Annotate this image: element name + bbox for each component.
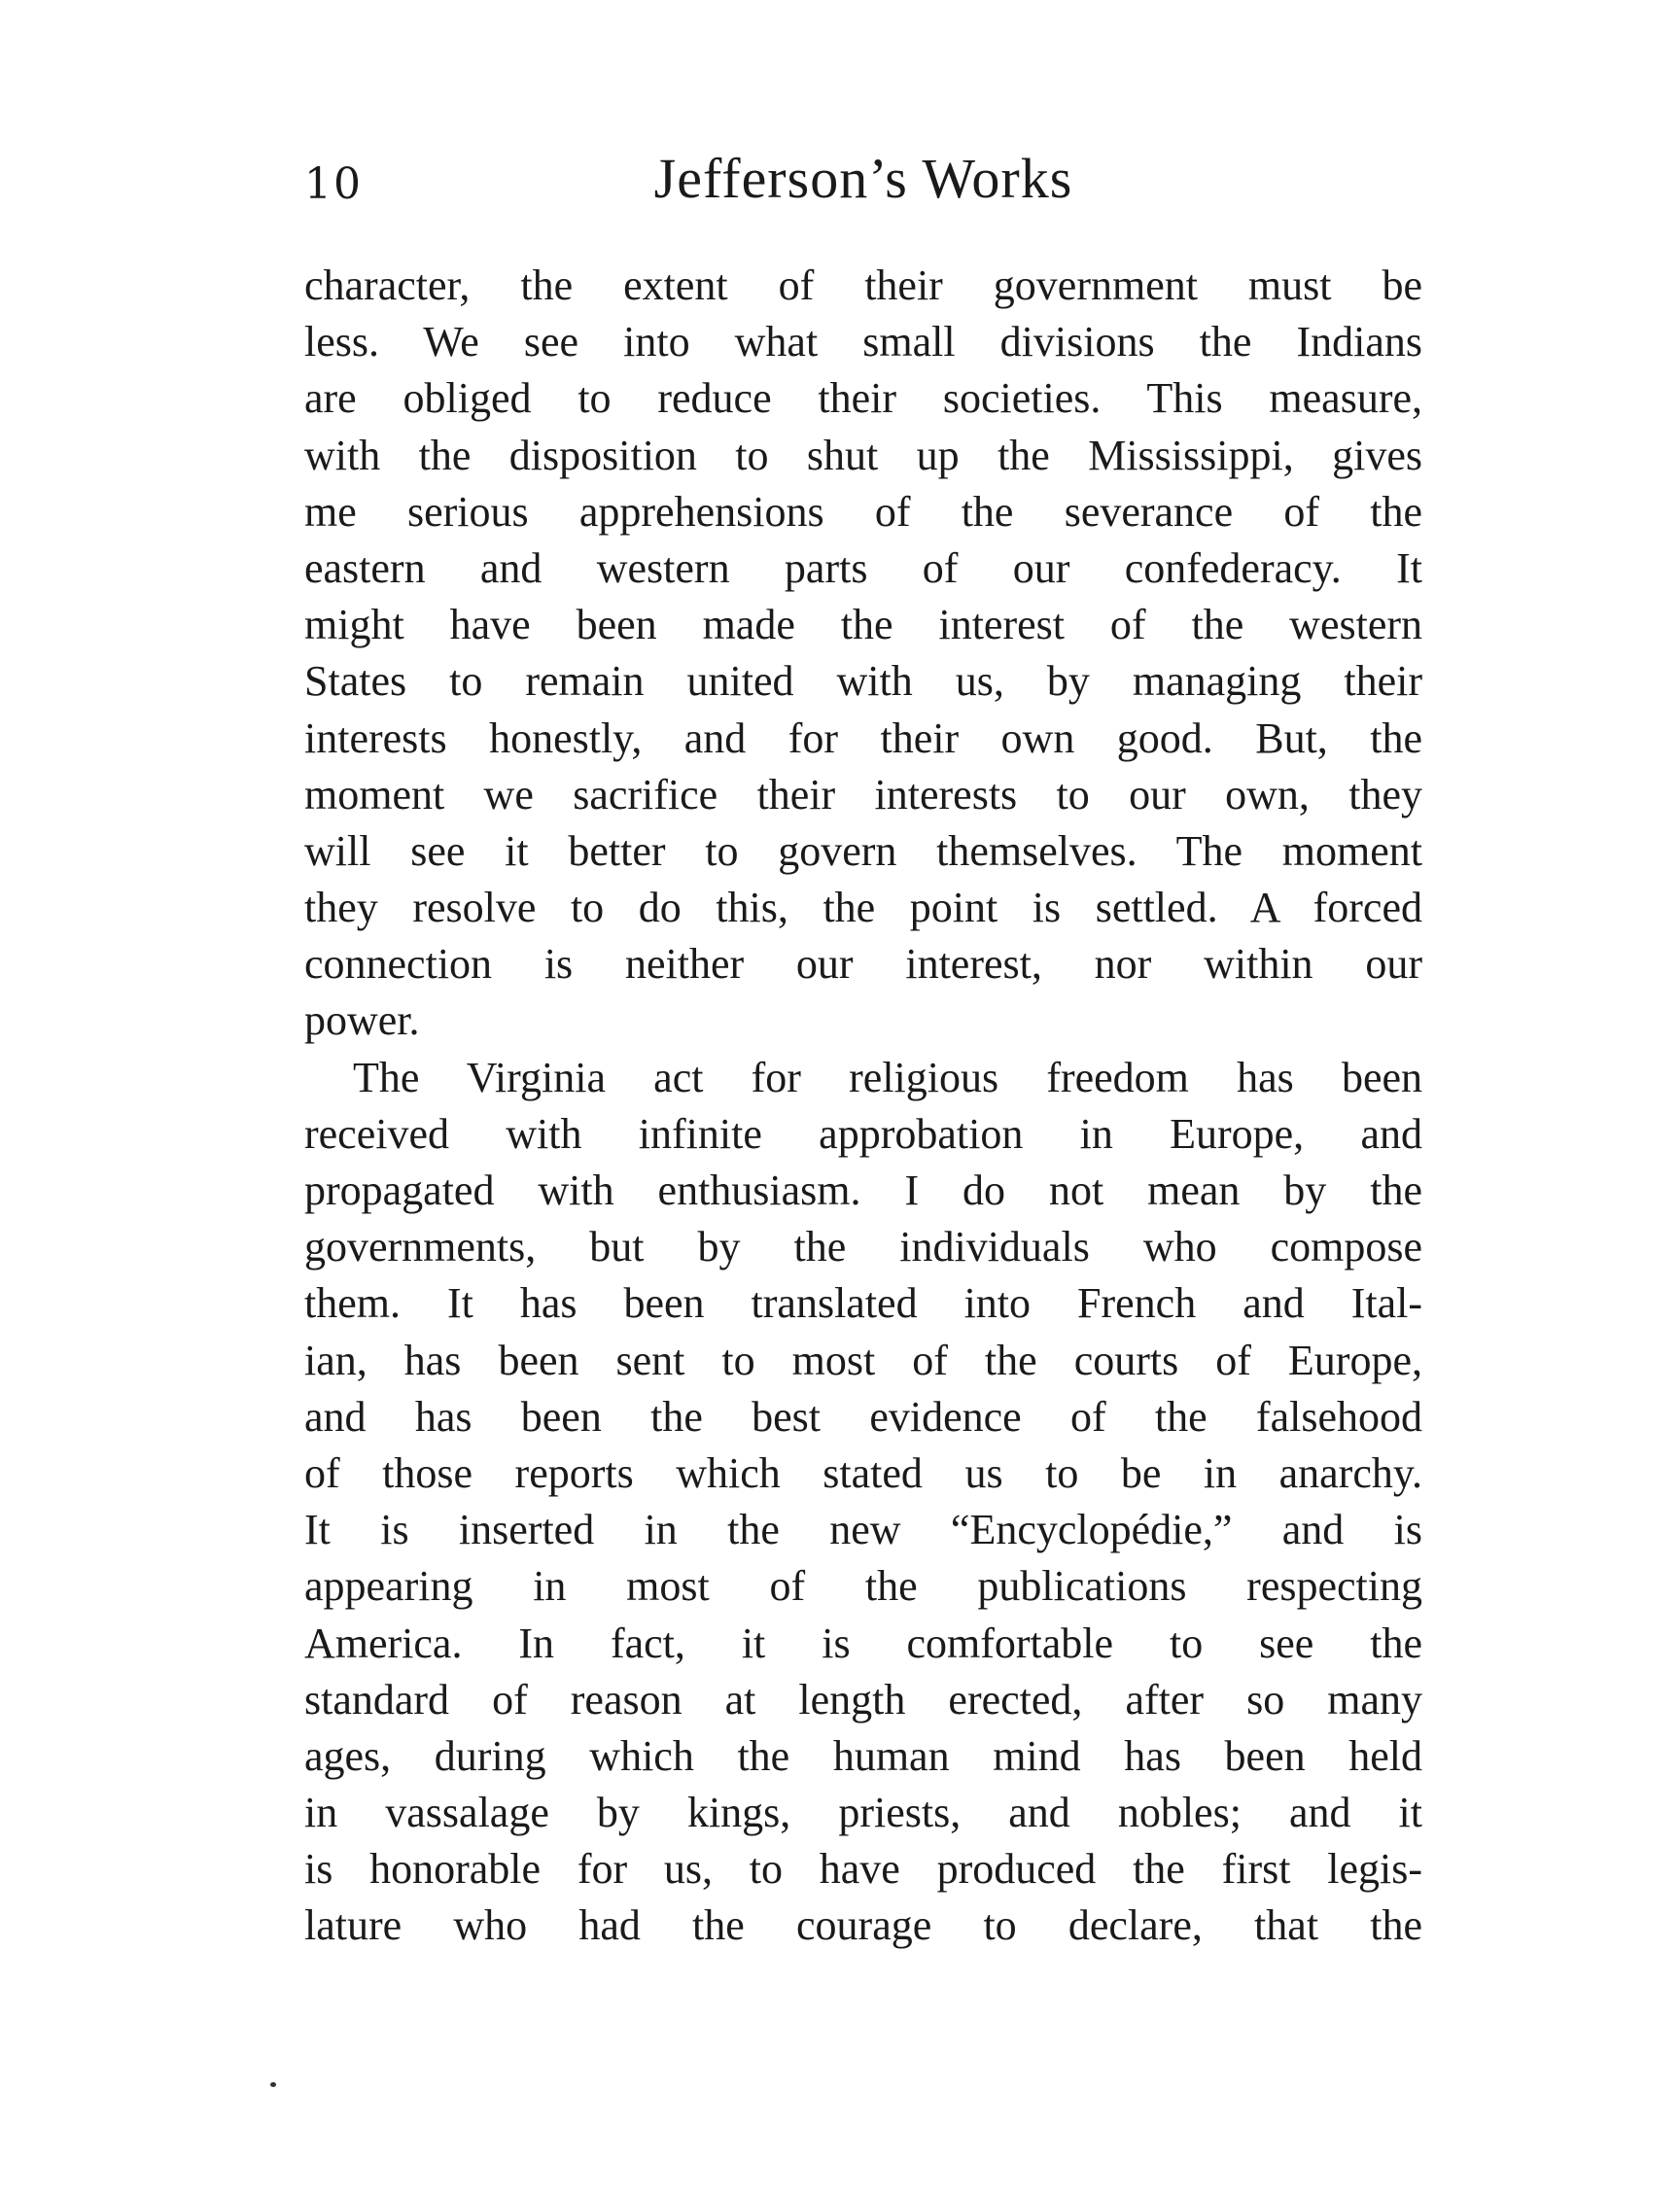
text-line: they resolve to do this, the point is settled. A forced bbox=[304, 884, 1422, 932]
text-line: might have been made the interest of the western bbox=[304, 601, 1422, 649]
text-line: with the disposition to shut up the Mississippi, gives bbox=[304, 431, 1422, 479]
text-line: eastern and western parts of our confederacy. It bbox=[304, 543, 1422, 592]
text-line: less. We see into what small divisions the Indians bbox=[304, 318, 1422, 366]
text-line: lature who had the courage to declare, that the bbox=[304, 1901, 1422, 1950]
text-line: in vassalage by kings, priests, and nobles; and it bbox=[304, 1789, 1422, 1837]
text-line: States to remain united with us, by managing their bbox=[304, 657, 1422, 706]
page-number: 10 bbox=[304, 159, 363, 209]
text-line: appearing in most of the publications respecting bbox=[304, 1562, 1422, 1611]
text-line: interests honestly, and for their own good. But, the bbox=[304, 714, 1422, 762]
text-line: is honorable for us, to have produced the first legis- bbox=[304, 1845, 1422, 1894]
text-line: moment we sacrifice their interests to our own, they bbox=[304, 770, 1422, 818]
text-line: character, the extent of their government must be bbox=[304, 261, 1422, 309]
text-line: of those reports which stated us to be in anarchy. bbox=[304, 1448, 1422, 1497]
text-line: me serious apprehensions of the severance of the bbox=[304, 487, 1422, 536]
running-title: Jefferson’s Works bbox=[653, 147, 1073, 210]
text-line: governments, but by the individuals who compose bbox=[304, 1223, 1422, 1271]
text-line: America. In fact, it is comfortable to see the bbox=[304, 1619, 1422, 1667]
text-line: It is inserted in the new “Encyclopédie,” and is bbox=[304, 1506, 1422, 1554]
text-line: connection is neither our interest, nor within our bbox=[304, 940, 1422, 989]
text-line: propagated with enthusiasm. I do not mean by the bbox=[304, 1167, 1422, 1214]
text-line: received with infinite approbation in Europe, and bbox=[304, 1109, 1422, 1158]
text-line: ian, has been sent to most of the courts of Europe, bbox=[304, 1336, 1422, 1384]
body-text bbox=[304, 258, 1422, 1955]
text-line: are obliged to reduce their societies. This measure, bbox=[304, 374, 1422, 423]
paragraph-end-line: power. bbox=[304, 996, 420, 1045]
running-head bbox=[304, 146, 1422, 224]
text-line: standard of reason at length erected, after so many bbox=[304, 1675, 1422, 1724]
text-line: will see it better to govern themselves. The moment bbox=[304, 826, 1422, 875]
text-line: them. It has been translated into French and Ital- bbox=[304, 1279, 1422, 1328]
text-line: and has been the best evidence of the falsehood bbox=[304, 1392, 1422, 1441]
text-line: ages, during which the human mind has been held bbox=[304, 1731, 1422, 1780]
ink-speck bbox=[270, 2082, 276, 2087]
paragraph-first-line: The Virginia act for religious freedom has been bbox=[353, 1053, 1422, 1101]
